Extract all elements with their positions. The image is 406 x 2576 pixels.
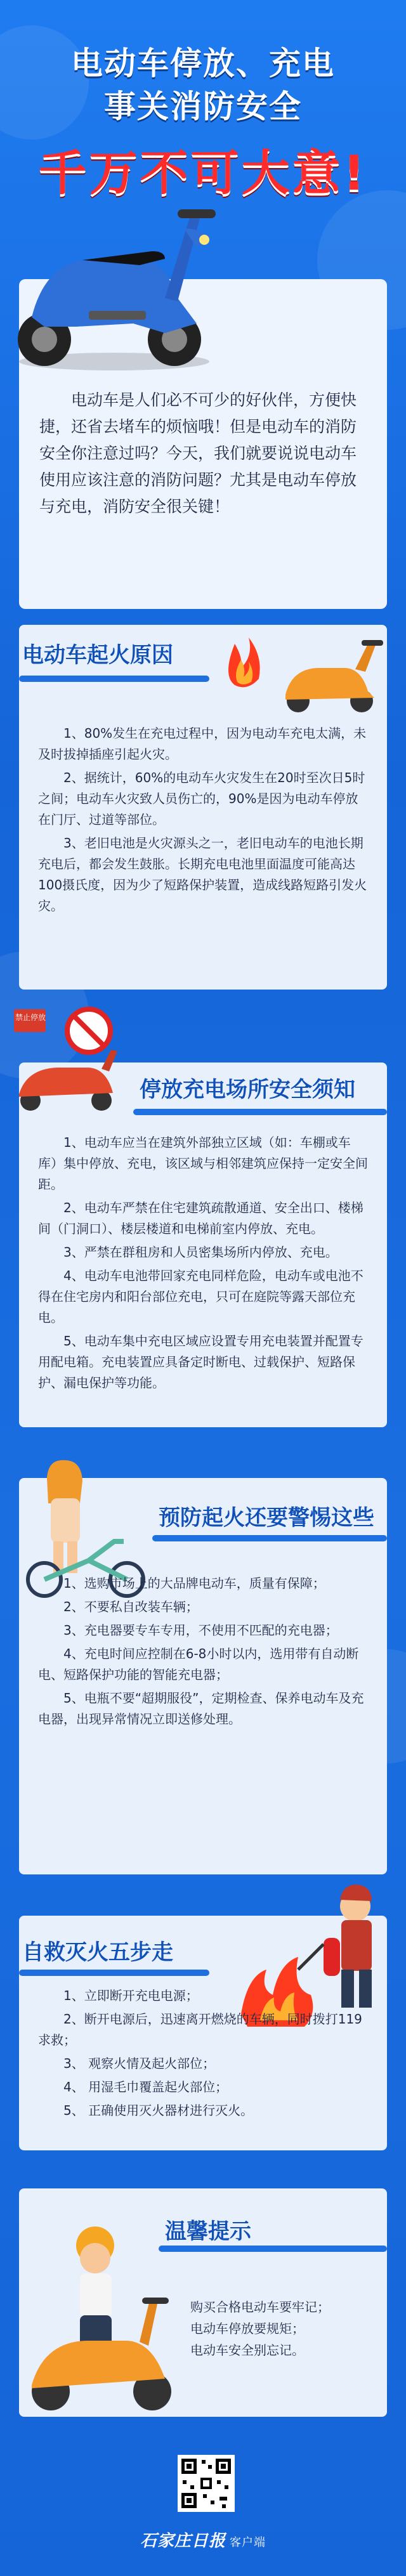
- section-warm-tips-body: [190, 2296, 381, 2361]
- cause-item: 1、80%发生在充电过程中，因为电动车充电太满，未及时拔掉插座引起火灾。: [38, 726, 367, 762]
- title-line-3: 千万不可大意!: [38, 145, 368, 201]
- intro-text: 电动车是人们必不可少的好伙伴，方便快捷，还省去堵车的烦恼哦！但是电动车的消防安全你注意过吗？今天，我们就要说说电动车使用应该注意的消防问题？尤其是电动车停放与充电，消防安全很关键！: [39, 391, 357, 516]
- heading-underline: [19, 676, 209, 682]
- heading-underline: [152, 1535, 387, 1541]
- tip-line: 电动车停放要规矩；: [190, 2321, 304, 2336]
- section-warm-tips-heading: 温馨提示: [165, 2219, 251, 2244]
- title-line-1: 电动车停放、充电: [71, 45, 335, 82]
- section-fire-causes-heading: 电动车起火原因: [22, 643, 173, 668]
- blue-scooter-illustration: [6, 190, 222, 381]
- prevention-item: 2、不要私自改装车辆；: [63, 1599, 199, 1614]
- rescue-step: 5、 正确使用灭火器材进行灭火。: [63, 2103, 254, 2118]
- tip-line: 购买合格电动车要牢记；: [190, 2299, 330, 2315]
- parking-rule: 1、电动车应当在建筑外部独立区域（如：车棚或车库）集中停放、充电，该区域与相邻建筑应保持一定安全间距。: [38, 1135, 368, 1192]
- prevention-item: 3、充电器要专车专用，不使用不匹配的充电器；: [63, 1623, 338, 1638]
- parking-rule: 3、严禁在群租房和人员密集场所内停放、充电。: [63, 1245, 338, 1260]
- rescue-step: 3、 观察火情及起火部位；: [63, 2056, 216, 2071]
- heading-underline: [19, 1970, 209, 1976]
- no-parking-sign-text: 禁止停放: [15, 1013, 46, 1022]
- section-fire-causes-body: [38, 723, 368, 919]
- brand-name: 石家庄日报: [140, 2532, 226, 2551]
- footer-brand: [0, 2528, 406, 2551]
- cause-item: 3、老旧电池是火灾源头之一，老旧电动车的电池长期充电后，都会发生鼓胀。长期充电电池里面温度可能高达100摄氏度，因为少了短路保护装置，造成线路短路引发火灾。: [38, 835, 367, 913]
- prevention-item: 5、电瓶不要“超期服役”，定期检查、保养电动车及充电器，出现异常情况立即送修处理。: [38, 1690, 364, 1727]
- section-parking-safety-heading: 停放充电场所安全须知: [140, 1077, 355, 1102]
- brand-suffix: 客户端: [230, 2536, 266, 2549]
- qr-code-icon[interactable]: [178, 2455, 235, 2512]
- heading-underline: [159, 2246, 387, 2252]
- rescue-step: 2、断开电源后，迅速离开燃烧的车辆，同时拨打119求救；: [38, 2011, 362, 2048]
- section-prevention-heading: 预防起火还要警惕这些: [159, 1505, 374, 1531]
- parking-rule: 2、电动车严禁在住宅建筑疏散通道、安全出口、楼梯间（门洞口）、楼层楼道和电梯前室内停放、充电。: [38, 1200, 363, 1236]
- rescue-step: 1、立即断开充电电源；: [63, 1988, 199, 2003]
- section-self-rescue-heading: 自救灭火五步走: [22, 1940, 173, 1965]
- rescue-step: 4、 用湿毛巾覆盖起火部位；: [63, 2079, 228, 2095]
- section-parking-safety-body: [38, 1132, 368, 1396]
- section-self-rescue-body: [38, 1985, 368, 2124]
- parking-rule: 5、电动车集中充电区域应设置专用充电装置并配置专用配电箱。充电装置应具备定时断电、过载保护、短路保护、漏电保护等功能。: [38, 1333, 363, 1390]
- cause-item: 2、据统计，60%的电动车火灾发生在20时至次日5时之间；电动车火灾致人员伤亡的，90%是因为电动车停放在门厅、过道等部位。: [38, 770, 365, 827]
- tip-line: 电动车安全别忘记。: [190, 2343, 304, 2358]
- prevention-item: 1、选购市场上的大品牌电动车，质量有保障；: [63, 1576, 325, 1591]
- parking-rule: 4、电动车电池带回家充电同样危险，电动车或电池不得在住宅房内和阳台部位充电，只可在庭院等露天部位充电。: [38, 1268, 363, 1325]
- prevention-item: 4、充电时间应控制在6-8小时以内，选用带有自动断电、短路保护功能的智能充电器；: [38, 1646, 359, 1682]
- rider-on-scooter-icon: [19, 2207, 178, 2417]
- title-line-2: 事关消防安全: [104, 88, 302, 125]
- burning-scooter-icon: [209, 631, 387, 714]
- heading-underline: [133, 1109, 387, 1115]
- section-prevention-body: [38, 1573, 368, 1732]
